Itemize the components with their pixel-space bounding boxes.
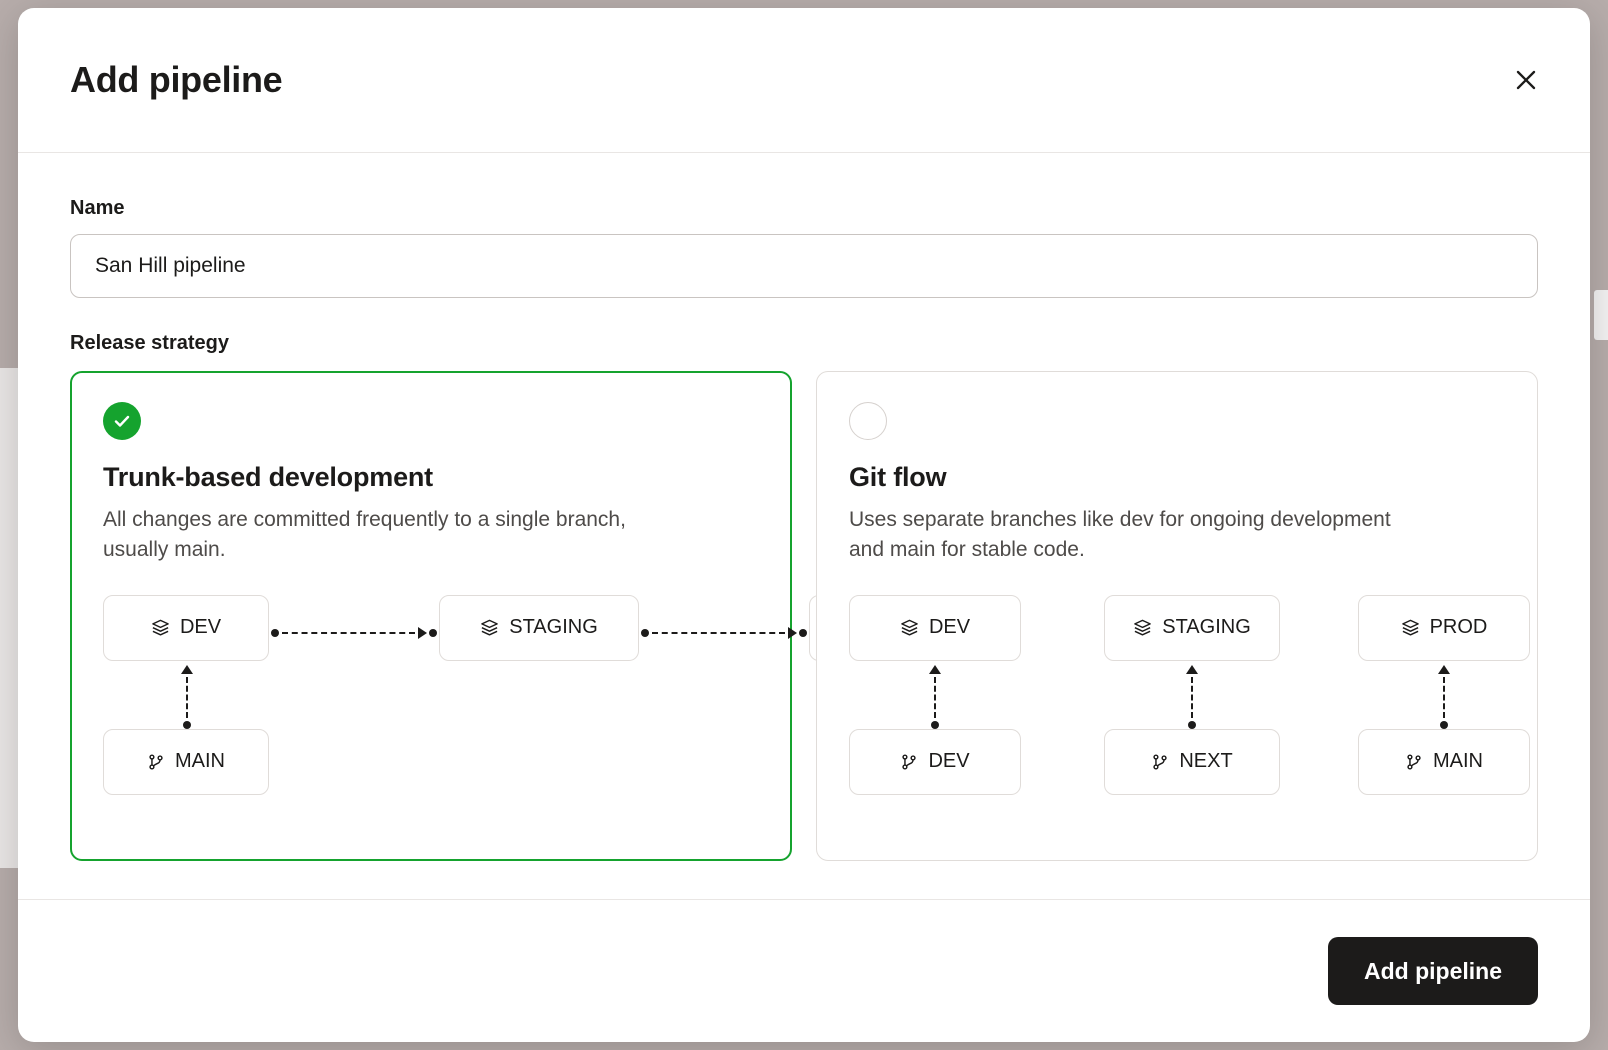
strategy-title: Git flow — [849, 462, 947, 492]
env-node-dev — [849, 595, 1021, 661]
background-page-edge-left — [0, 368, 18, 868]
radio-icon[interactable] — [849, 402, 887, 440]
git-branch-icon — [1405, 753, 1423, 771]
strategy-diagram-trunk-based — [103, 595, 759, 815]
env-node-label: DEV — [928, 616, 971, 639]
env-node-label: STAGING — [1162, 616, 1251, 639]
branch-node-main — [1358, 729, 1530, 795]
strategy-description: All changes are committed frequently to a single branch, usually main. — [103, 508, 626, 561]
branch-node-label: MAIN — [1433, 750, 1483, 773]
dialog-header — [18, 8, 1590, 153]
branch-node-next — [1104, 729, 1280, 795]
branch-arrow-main-dev — [181, 665, 193, 729]
branch-arrow-main — [1438, 665, 1450, 729]
flow-arrow-dev-staging — [271, 628, 437, 638]
branch-node-label: DEV — [928, 750, 970, 773]
env-node-label: DEV — [179, 616, 222, 639]
close-icon[interactable] — [1504, 58, 1548, 102]
env-node-prod — [1358, 595, 1530, 661]
branch-arrow-next — [1186, 665, 1198, 729]
branch-node-label: NEXT — [1179, 750, 1233, 773]
check-icon — [103, 402, 141, 440]
release-strategy-options — [70, 371, 1538, 861]
background-page-edge-right — [1594, 290, 1608, 340]
git-branch-icon — [1151, 753, 1169, 771]
strategy-description: Uses separate branches like dev for ongoing development and main for stable code. — [849, 508, 1391, 561]
branch-arrow-dev — [929, 665, 941, 729]
add-pipeline-dialog — [18, 8, 1590, 1042]
branch-node-main — [103, 729, 269, 795]
add-pipeline-button[interactable]: Add pipeline — [1328, 937, 1538, 1005]
env-node-dev — [103, 595, 269, 661]
strategy-diagram-git-flow — [849, 595, 1505, 815]
git-branch-icon — [147, 753, 165, 771]
strategy-card-git-flow[interactable] — [816, 371, 1538, 861]
dialog-body — [18, 153, 1590, 899]
stack-icon — [1133, 618, 1152, 637]
strategy-card-trunk-based[interactable] — [70, 371, 792, 861]
pipeline-name-input[interactable] — [70, 234, 1538, 298]
page-title: Add pipeline — [70, 59, 283, 100]
env-node-label: PROD — [1429, 616, 1488, 639]
stack-icon — [1401, 618, 1420, 637]
env-node-staging — [439, 595, 639, 661]
branch-node-dev — [849, 729, 1021, 795]
name-label: Name — [70, 197, 125, 219]
release-strategy-label: Release strategy — [70, 332, 229, 354]
flow-arrow-staging-prod — [641, 628, 807, 638]
branch-node-label: MAIN — [175, 750, 225, 773]
stack-icon — [900, 618, 919, 637]
stack-icon — [151, 618, 170, 637]
stack-icon — [480, 618, 499, 637]
dialog-footer — [18, 899, 1590, 1042]
env-node-staging — [1104, 595, 1280, 661]
strategy-title: Trunk-based development — [103, 462, 433, 492]
env-node-label: STAGING — [509, 616, 598, 639]
git-branch-icon — [900, 753, 918, 771]
